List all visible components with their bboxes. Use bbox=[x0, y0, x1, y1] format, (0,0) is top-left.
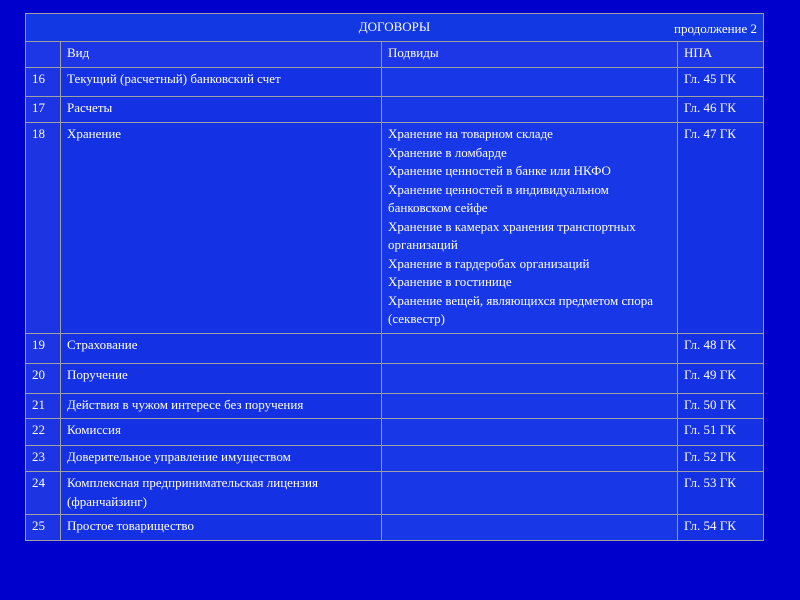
row-subtypes bbox=[382, 446, 678, 472]
row-subtypes bbox=[382, 364, 678, 394]
row-vid: Комиссия bbox=[61, 419, 382, 446]
table-title-cell bbox=[26, 14, 764, 42]
row-num: 17 bbox=[26, 97, 61, 123]
table-header-row bbox=[26, 42, 764, 68]
row-subtypes bbox=[382, 419, 678, 446]
row-num: 18 bbox=[26, 123, 61, 334]
continuation-label: продолжение 2 bbox=[674, 21, 758, 36]
table-row bbox=[26, 446, 764, 472]
row-vid: Действия в чужом интересе без поручения bbox=[61, 394, 382, 419]
row-npa: Гл. 54 ГК bbox=[678, 515, 764, 541]
row-subtypes bbox=[382, 68, 678, 97]
subtype-item: Хранение в гардеробах организаций bbox=[388, 255, 590, 271]
row-vid: Страхование bbox=[61, 334, 382, 364]
row-vid: Простое товарищество bbox=[61, 515, 382, 541]
row-vid: Поручение bbox=[61, 364, 382, 394]
header-num bbox=[26, 42, 61, 68]
row-num: 21 bbox=[26, 394, 61, 419]
header-subtypes: Подвиды bbox=[382, 42, 678, 68]
row-num: 25 bbox=[26, 515, 61, 541]
contracts-table bbox=[25, 13, 764, 541]
row-vid: Комплексная предпринимательская лицензия (франчайзинг) bbox=[61, 472, 382, 515]
subtype-item: Хранение вещей, являющихся предметом спора (секвестр) bbox=[388, 292, 654, 326]
row-num: 24 bbox=[26, 472, 61, 515]
row-vid: Доверительное управление имуществом bbox=[61, 446, 382, 472]
row-npa: Гл. 51 ГК bbox=[678, 419, 764, 446]
row-subtypes bbox=[382, 515, 678, 541]
row-npa: Гл. 49 ГК bbox=[678, 364, 764, 394]
row-subtypes bbox=[382, 97, 678, 123]
subtype-item: Хранение на товарном складе bbox=[388, 126, 553, 141]
row-subtypes bbox=[382, 472, 678, 515]
row-vid: Хранение bbox=[61, 123, 382, 334]
row-npa: Гл. 53 ГК bbox=[678, 472, 764, 515]
table-row bbox=[26, 68, 764, 97]
table-row bbox=[26, 364, 764, 394]
row-subtypes bbox=[382, 334, 678, 364]
row-npa: Гл. 45 ГК bbox=[678, 68, 764, 97]
row-subtypes bbox=[382, 394, 678, 419]
table-row bbox=[26, 334, 764, 364]
row-num: 19 bbox=[26, 334, 61, 364]
subtype-item: Хранение в камерах хранения транспортных организаций bbox=[388, 218, 636, 252]
subtype-item: Хранение ценностей в индивидуальном банковском сейфе bbox=[388, 181, 609, 215]
subtype-item: Хранение ценностей в банке или НКФО bbox=[388, 163, 611, 178]
table-row bbox=[26, 394, 764, 419]
header-vid: Вид bbox=[61, 42, 382, 68]
row-num: 23 bbox=[26, 446, 61, 472]
table-title-row bbox=[26, 14, 764, 42]
table-title: ДОГОВОРЫ bbox=[358, 19, 431, 35]
table-row bbox=[26, 123, 764, 334]
row-subtypes bbox=[382, 123, 678, 334]
subtype-item: Хранение в ломбарде bbox=[388, 144, 507, 160]
row-vid: Расчеты bbox=[61, 97, 382, 123]
header-npa: НПА bbox=[678, 42, 764, 68]
row-npa: Гл. 47 ГК bbox=[678, 123, 764, 334]
row-num: 16 bbox=[26, 68, 61, 97]
table-row bbox=[26, 515, 764, 541]
table-row bbox=[26, 472, 764, 515]
row-npa: Гл. 48 ГК bbox=[678, 334, 764, 364]
table-row bbox=[26, 419, 764, 446]
table-row bbox=[26, 97, 764, 123]
row-vid: Текущий (расчетный) банковский счет bbox=[61, 68, 382, 97]
subtype-item: Хранение в гостинице bbox=[388, 274, 512, 289]
row-npa: Гл. 46 ГК bbox=[678, 97, 764, 123]
row-npa: Гл. 50 ГК bbox=[678, 394, 764, 419]
row-num: 22 bbox=[26, 419, 61, 446]
row-num: 20 bbox=[26, 364, 61, 394]
row-npa: Гл. 52 ГК bbox=[678, 446, 764, 472]
